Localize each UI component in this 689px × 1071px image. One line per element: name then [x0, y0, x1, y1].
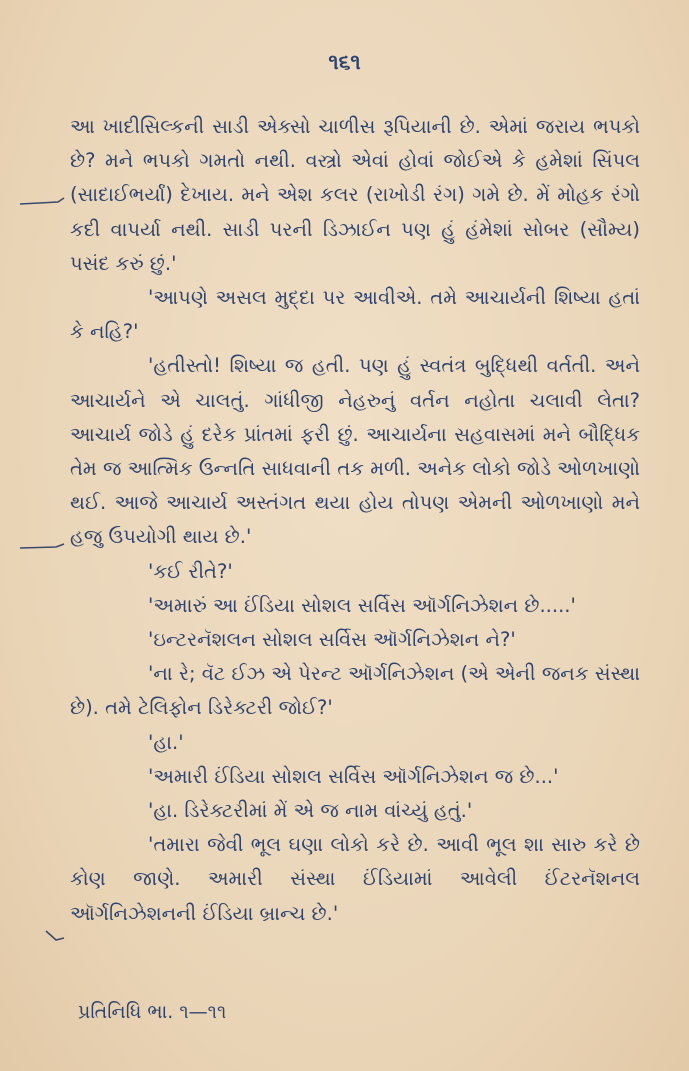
paragraph: 'હા.': [148, 730, 184, 754]
body-text: [70, 110, 640, 931]
paragraph: 'હતીસ્તો! શિષ્યા જ હતી. પણ હું સ્વતંત્ર બુદ્ધિથી વર્તતી. અને આચાર્યને એ ચાલતું. ગાંધીજી નેહરુનું વર્તન નહોતા ચલાવી લેતા? આચાર્ય જોડે હું દરેક પ્રાંતમાં ફરી છું. આચાર્યના સહવાસમાં મને બૌદ્ધિક તેમ જ આત્મિક ઉન્નતિ સાધવાની તક મળી. અનેક લોકો જોડે ઓળખાણો થઈ. આજે આચાર્ય અસ્તંગત થયા હોય તોપણ એમની ઓળખાણો મને હજુ ઉપયોગી થાય છે.': [70, 354, 640, 549]
margin-pencil-mark: [18, 196, 66, 210]
paragraph: 'હા. ડિરેક્ટરીમાં મેં એ જ નામ વાંચ્યું હતું.': [148, 799, 473, 823]
page-number: ૧૬૧: [328, 50, 361, 74]
paragraph: 'તમારા જેવી ભૂલ ઘણા લોકો કરે છે. આવી ભૂલ શા સારુ કરે છે કોણ જાણે. અમારી સંસ્થા ઈંડિયામાં આવેલી ઈંટરનૅશનલ ઑર્ગનિઝેશનની ઈંડિયા બ્રાન્ચ છે.': [70, 833, 640, 925]
margin-pencil-mark: [44, 928, 66, 944]
paragraph: 'આપણે અસલ મુદ્દા પર આવીએ. તમે આચાર્યની શિષ્યા હતાં કે નહિ?': [70, 286, 640, 344]
paragraph: 'કઈ રીતે?': [148, 559, 233, 583]
margin-pencil-mark: [18, 541, 66, 555]
paragraph: 'ના રે; વૅટ ઈઝ એ પેરન્ટ ઑર્ગનિઝેશન (એ એની જનક સંસ્થા છે). તમે ટેલિફોન ડિરેક્ટરી જોઈ?': [70, 662, 640, 720]
paragraph: 'અમારી ઈંડિયા સોશલ સર્વિસ ઑર્ગનિઝેશન જ છે...': [148, 764, 559, 788]
paragraph: 'ઇન્ટરનૅશલન સોશલ સર્વિસ ઑર્ગનિઝેશન ને?': [148, 628, 516, 652]
paragraph: આ ખાદીસિલ્કની સાડી એક્સો ચાળીસ રૂપિયાની છે. એમાં જરાય ભપકો છે? મને ભપકો ગમતો નથી. વસ્ત્રો એવાં હોવાં જોઈએ કે હમેશાં સિંપલ (સાદાઈભર્યાં) દેખાય. મને એશ કલર (રાખોડી રંગ) ગમે છે. મેં મોહક રંગો કદી વાપર્યા નથી. સાડી પરની ડિઝાઈન પણ હું હંમેશાં સોબર (સૌમ્ય) પસંદ કરું છું.': [70, 115, 640, 275]
signature-line: પ્રતિનિધિ ભા. ૧—૧૧: [78, 1001, 227, 1023]
paragraph: 'અમારું આ ઈંડિયા સોશલ સર્વિસ ઑર્ગનિઝેશન છે.....': [148, 593, 576, 617]
